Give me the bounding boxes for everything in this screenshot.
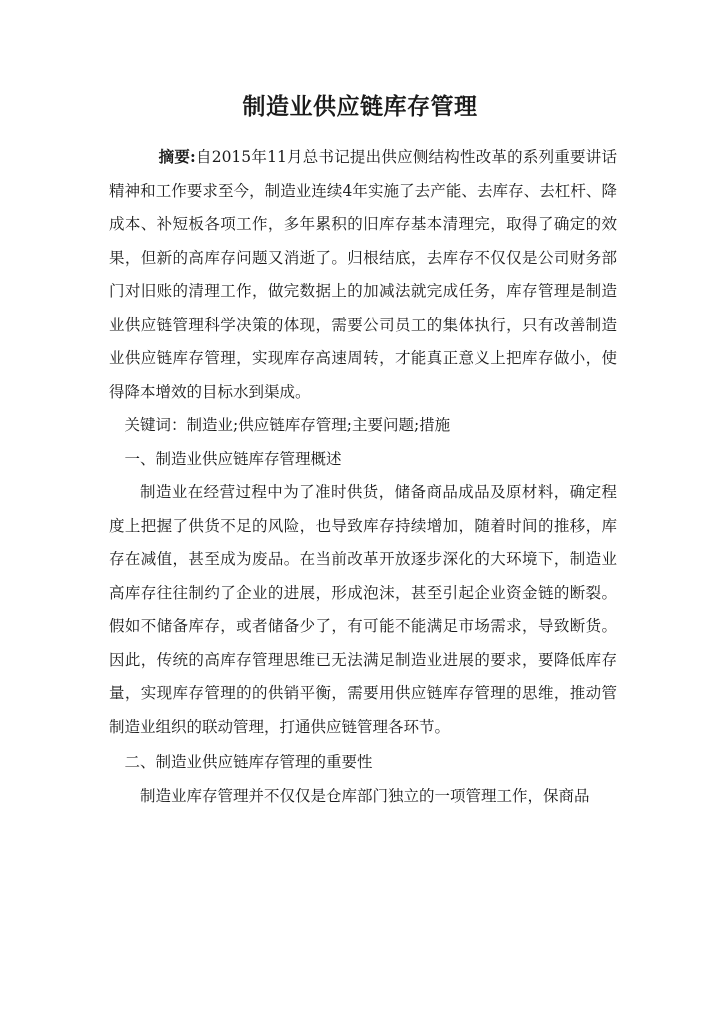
- section-1-paragraph: 制造业在经营过程中为了准时供货，储备商品成品及原材料，确定程度上把握了供货不足的风险，也导致库存持续增加，随着时间的推移，库存在减值，甚至成为废品。在当前改革开放逐步深化的大环境下，制造业高库存往往制约了企业的进展，形成泡沫，甚至引起企业资金链的断裂。假如不储备库存，或者储备少了，有可能不能满足市场需求，导致断货。因此，传统的高库存管理思维已无法满足制造业进展的要求，要降低库存量，实现库存管理的的供销平衡，需要用供应链库存管理的思维，推动管制造业组织的联动管理，打通供应链管理各环节。: [109, 483, 617, 736]
- document-title: 制造业供应链库存管理: [242, 93, 478, 120]
- document-body: [109, 140, 617, 813]
- abstract-text: 自2015年11月总书记提出供应侧结构性改革的系列重要讲话精神和工作要求至今，制造业连续4年实施了去产能、去库存、去杠杆、降成本、补短板各项工作，多年累积的旧库存基本清理完，取得了确定的效果，但新的高库存问题又消逝了。归根结底，去库存不仅仅是公司财务部门对旧账的清理工作，做完数据上的加减法就完成任务，库存管理是制造业供应链管理科学决策的体现，需要公司员工的集体执行，只有改善制造业供应链库存管理，实现库存高速周转，才能真正意义上把库存做小，使得降本增效的目标水到渠成。: [109, 148, 617, 401]
- abstract-paragraph: [109, 140, 617, 409]
- keywords-line: 关键词：制造业;供应链库存管理;主要问题;措施: [124, 416, 451, 434]
- section-1-heading: 一、制造业供应链库存管理概述: [124, 449, 342, 468]
- section-2-heading: 二、制造业供应链库存管理的重要性: [124, 753, 373, 771]
- abstract-label: 摘要:: [158, 147, 196, 166]
- section-2-paragraph: 制造业库存管理并不仅仅是仓库部门独立的一项管理工作，保商品: [140, 786, 590, 805]
